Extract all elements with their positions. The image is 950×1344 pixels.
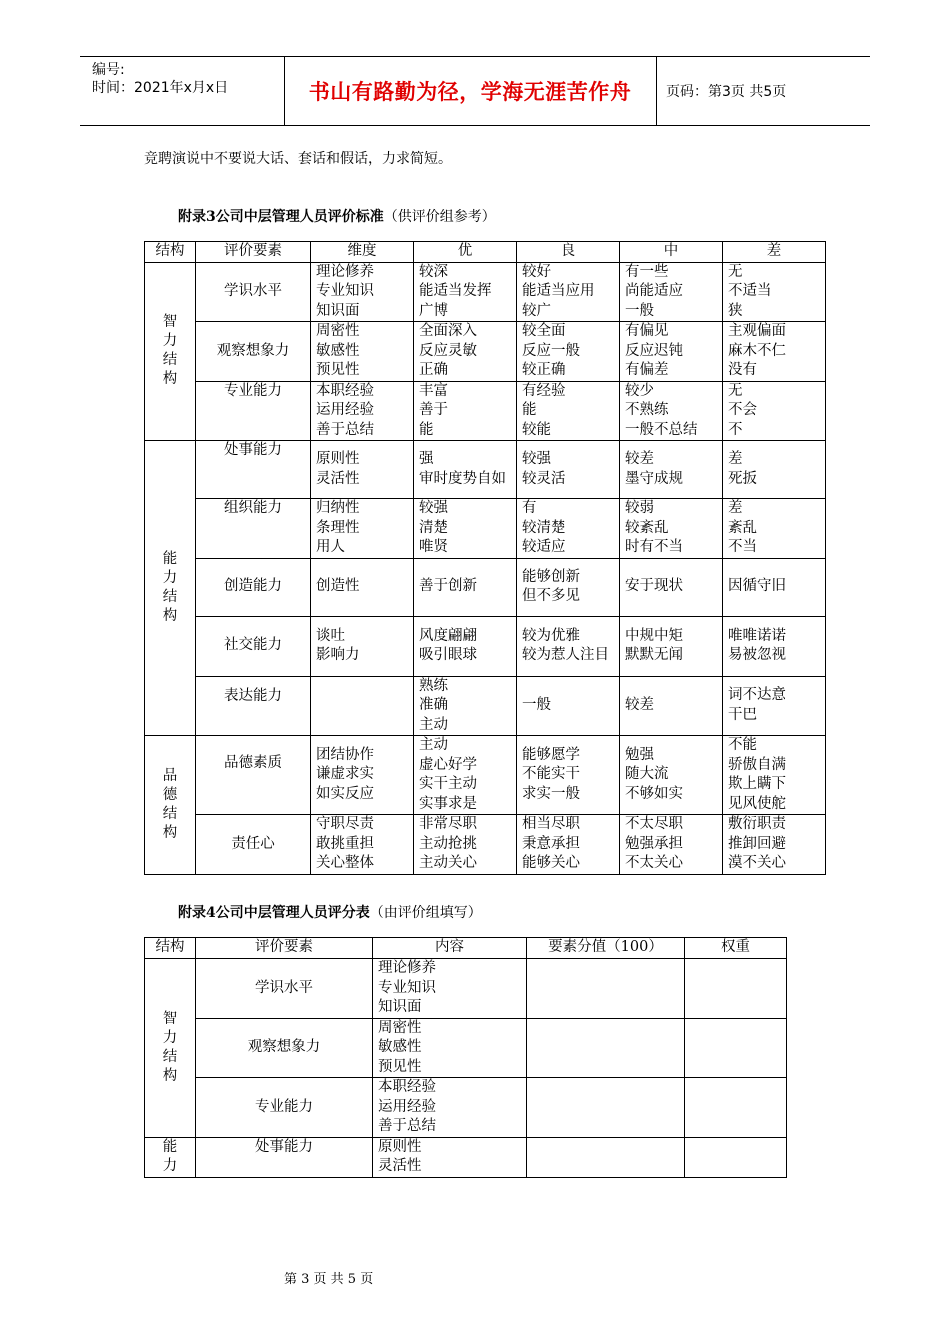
- element-cell: 表达能力: [196, 676, 311, 736]
- content-cell: 原则性 灵活性: [373, 1137, 527, 1177]
- dimension-cell: 守职尽责 敢挑重担 关心整体: [311, 815, 414, 875]
- structure-label: 智力结构: [162, 1010, 178, 1084]
- dimension-cell: 周密性 敏感性 预见性: [311, 322, 414, 382]
- appendix4-title-note: （由评价组填写）: [369, 905, 482, 921]
- table-row: [145, 1078, 787, 1138]
- dimension-cell: 谈吐 影响力: [311, 616, 414, 676]
- element-cell: 专业能力: [196, 1078, 373, 1138]
- header-motto: 书山有路勤为径，学海无涯苦作舟: [308, 80, 632, 104]
- content-cell: 理论修养 专业知识 知识面: [373, 959, 527, 1019]
- score-cell[interactable]: [527, 1078, 685, 1138]
- column-header: 维度: [311, 242, 414, 263]
- page-footer: 第 3 页 共 5 页: [284, 1272, 374, 1287]
- element-cell: 观察想象力: [196, 1018, 373, 1078]
- grade-good-cell: 相当尽职 秉意承担 能够关心: [517, 815, 620, 875]
- structure-label: 品德结构: [162, 767, 178, 841]
- grade-good-cell: 一般: [517, 676, 620, 736]
- grade-poor-cell: 词不达意 干巴: [723, 676, 826, 736]
- column-header: 差: [723, 242, 826, 263]
- grade-excellent-cell: 较强 清楚 唯贤: [414, 499, 517, 559]
- table-row: [145, 676, 826, 736]
- intro-text: 竞聘演说中不要说大话、套话和假话，力求简短。: [144, 151, 452, 167]
- content-cell: 周密性 敏感性 预见性: [373, 1018, 527, 1078]
- table-row: [145, 558, 826, 616]
- weight-cell[interactable]: [685, 1078, 787, 1138]
- structure-cell: [145, 736, 196, 875]
- weight-cell[interactable]: [685, 959, 787, 1019]
- dimension-cell: 归纳性 条理性 用人: [311, 499, 414, 559]
- structure-cell: [145, 959, 196, 1138]
- grade-average-cell: 有偏见 反应迟钝 有偏差: [620, 322, 723, 382]
- grade-good-cell: 有经验 能 较能: [517, 381, 620, 441]
- element-cell: 学识水平: [196, 262, 311, 322]
- header-divider: [656, 57, 657, 125]
- grade-excellent-cell: 丰富 善于 能: [414, 381, 517, 441]
- weight-cell[interactable]: [685, 1137, 787, 1177]
- grade-poor-cell: 差 紊乱 不当: [723, 499, 826, 559]
- score-sheet-table: [144, 937, 787, 1178]
- table-row: [145, 381, 826, 441]
- column-header: 中: [620, 242, 723, 263]
- grade-average-cell: 不太尽职 勉强承担 不太关心: [620, 815, 723, 875]
- dimension-cell: [311, 676, 414, 736]
- grade-poor-cell: 差 死扳: [723, 441, 826, 499]
- structure-cell: [145, 262, 196, 441]
- structure-label: 能力: [162, 1138, 178, 1174]
- column-header: 评价要素: [196, 242, 311, 263]
- dimension-cell: 理论修养 专业知识 知识面: [311, 262, 414, 322]
- table-row: [145, 736, 826, 815]
- grade-poor-cell: 因循守旧: [723, 558, 826, 616]
- table-row: [145, 499, 826, 559]
- score-cell[interactable]: [527, 959, 685, 1019]
- grade-excellent-cell: 熟练 准确 主动: [414, 676, 517, 736]
- grade-average-cell: 中规中矩 默默无闻: [620, 616, 723, 676]
- element-cell: 责任心: [196, 815, 311, 875]
- grade-poor-cell: 无 不会 不: [723, 381, 826, 441]
- content-cell: 本职经验 运用经验 善于总结: [373, 1078, 527, 1138]
- table-row: [145, 1018, 787, 1078]
- header-meta: [92, 61, 282, 97]
- grade-average-cell: 较差 墨守成规: [620, 441, 723, 499]
- grade-poor-cell: 主观偏面 麻木不仁 没有: [723, 322, 826, 382]
- grade-excellent-cell: 非常尽职 主动抢挑 主动关心: [414, 815, 517, 875]
- grade-good-cell: 较为优雅 较为惹人注目: [517, 616, 620, 676]
- grade-good-cell: 较好 能适当应用 较广: [517, 262, 620, 322]
- appendix3-title: [178, 206, 496, 226]
- weight-cell[interactable]: [685, 1018, 787, 1078]
- evaluation-standard-table: [144, 241, 826, 875]
- grade-average-cell: 较少 不熟练 一般不总结: [620, 381, 723, 441]
- element-cell: 组织能力: [196, 499, 311, 559]
- element-cell: 观察想象力: [196, 322, 311, 382]
- score-cell[interactable]: [527, 1018, 685, 1078]
- grade-poor-cell: 不能 骄傲自满 欺上瞒下 见风使舵: [723, 736, 826, 815]
- dimension-cell: 本职经验 运用经验 善于总结: [311, 381, 414, 441]
- grade-good-cell: 较全面 反应一般 较正确: [517, 322, 620, 382]
- column-header: 评价要素: [196, 938, 373, 959]
- appendix3-title-note: （供评价组参考）: [383, 209, 496, 225]
- grade-excellent-cell: 善于创新: [414, 558, 517, 616]
- dimension-cell: 创造性: [311, 558, 414, 616]
- column-header: 结构: [145, 242, 196, 263]
- element-cell: 学识水平: [196, 959, 373, 1019]
- header-page-info: 页码：第3页 共5页: [666, 84, 787, 100]
- column-header: 要素分值（100）: [527, 938, 685, 959]
- grade-average-cell: 较弱 较紊乱 时有不当: [620, 499, 723, 559]
- structure-cell: [145, 441, 196, 736]
- table-row: [145, 959, 787, 1019]
- table-row: [145, 616, 826, 676]
- structure-label: 能力结构: [162, 550, 178, 624]
- table-row: [145, 1137, 787, 1177]
- column-header: 内容: [373, 938, 527, 959]
- grade-average-cell: 较差: [620, 676, 723, 736]
- dimension-cell: 原则性 灵活性: [311, 441, 414, 499]
- serial-label: 编号:: [92, 62, 125, 78]
- grade-average-cell: 有一些 尚能适应 一般: [620, 262, 723, 322]
- table-row: [145, 441, 826, 499]
- element-cell: 处事能力: [196, 1137, 373, 1177]
- table-row: [145, 322, 826, 382]
- table-header-row: [145, 938, 787, 959]
- grade-good-cell: 较强 较灵活: [517, 441, 620, 499]
- grade-excellent-cell: 主动 虚心好学 实干主动 实事求是: [414, 736, 517, 815]
- table-header-row: [145, 242, 826, 263]
- element-cell: 创造能力: [196, 558, 311, 616]
- score-cell[interactable]: [527, 1137, 685, 1177]
- grade-excellent-cell: 风度翩翩 吸引眼球: [414, 616, 517, 676]
- appendix4-title: [178, 902, 482, 922]
- grade-good-cell: 能够愿学 不能实干 求实一般: [517, 736, 620, 815]
- column-header: 结构: [145, 938, 196, 959]
- grade-average-cell: 安于现状: [620, 558, 723, 616]
- dimension-cell: 团结协作 谦虚求实 如实反应: [311, 736, 414, 815]
- element-cell: 品德素质: [196, 736, 311, 815]
- grade-poor-cell: 唯唯诺诺 易被忽视: [723, 616, 826, 676]
- column-header: 权重: [685, 938, 787, 959]
- page-header: [80, 56, 870, 126]
- element-cell: 社交能力: [196, 616, 311, 676]
- appendix4-title-main: 附录4公司中层管理人员评分表: [178, 905, 370, 921]
- table-row: [145, 262, 826, 322]
- structure-label: 智力结构: [162, 314, 178, 387]
- grade-good-cell: 能够创新 但不多见: [517, 558, 620, 616]
- element-cell: 处事能力: [196, 441, 311, 499]
- grade-excellent-cell: 全面深入 反应灵敏 正确: [414, 322, 517, 382]
- time-label: 时间：2021年x月x日: [92, 80, 229, 96]
- table-row: [145, 815, 826, 875]
- grade-poor-cell: 敷衍职责 推卸回避 漠不关心: [723, 815, 826, 875]
- grade-excellent-cell: 较深 能适当发挥 广博: [414, 262, 517, 322]
- appendix3-title-main: 附录3公司中层管理人员评价标准: [178, 209, 384, 225]
- grade-poor-cell: 无 不适当 狭: [723, 262, 826, 322]
- column-header: 良: [517, 242, 620, 263]
- structure-cell: [145, 1137, 196, 1177]
- column-header: 优: [414, 242, 517, 263]
- grade-good-cell: 有 较清楚 较适应: [517, 499, 620, 559]
- grade-excellent-cell: 强 审时度势自如: [414, 441, 517, 499]
- element-cell: 专业能力: [196, 381, 311, 441]
- grade-average-cell: 勉强 随大流 不够如实: [620, 736, 723, 815]
